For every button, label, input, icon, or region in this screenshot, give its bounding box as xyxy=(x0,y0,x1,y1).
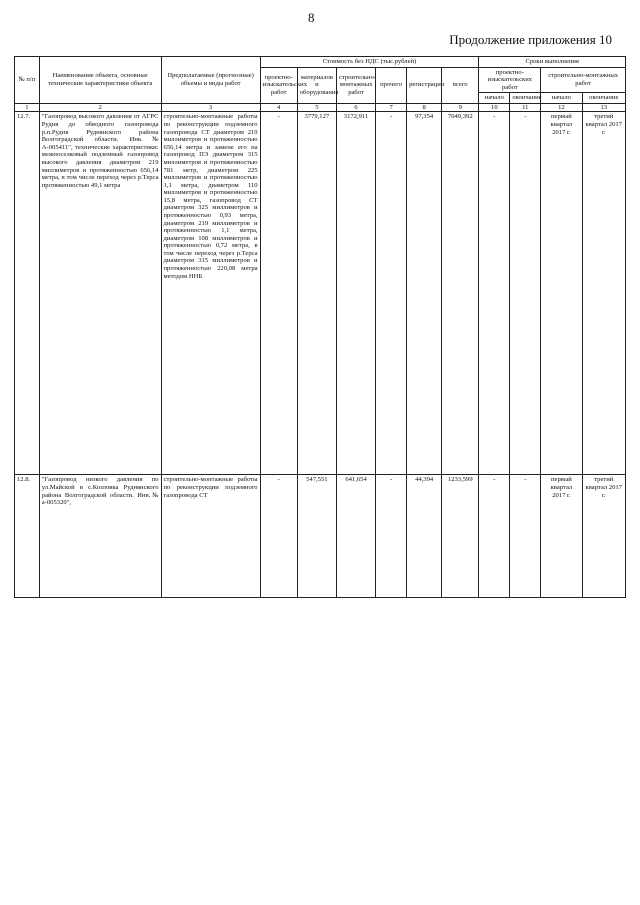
continuation-caption: Продолжение приложения 10 xyxy=(449,32,612,47)
object-name: "Газопровод высокого давления от АГРС Рудня до обводного газопровода р.п.Рудня Руднянского района Волгоградской области. Инв.№ А-005411", технические характеристики: межпоселковый подземный газопровод высокого давления диаметром 219 миллиметров и протяженностью 656,14 метра, в том числе переход через р.Терса протяженностью 49,1 метра xyxy=(39,112,161,475)
header-cost-survey: проектно-изыскательских работ xyxy=(260,67,297,103)
header-cost-total: всего xyxy=(442,67,479,103)
survey-start: - xyxy=(479,475,510,598)
header-cost-construction: строительно-монтажных работ xyxy=(336,67,375,103)
cost-construction: 3172,911 xyxy=(336,112,375,475)
col-number: 8 xyxy=(407,103,442,112)
header-cmr-start: начало xyxy=(541,93,582,104)
col-number: 6 xyxy=(336,103,375,112)
header-name: Наименование объекта, основные технические характеристики объекта xyxy=(39,57,161,104)
header-survey-start: начало xyxy=(479,93,510,104)
cost-survey: - xyxy=(260,112,297,475)
header-volumes: Предполагаемые (прогнозные) объемы и виды работ xyxy=(161,57,260,104)
col-number: 10 xyxy=(479,103,510,112)
cost-other: - xyxy=(376,475,407,598)
cmr-start: первый квартал 2017 г. xyxy=(541,112,582,475)
header-cost-group: Стоимость без НДС (тыс.рублей) xyxy=(260,57,479,68)
header-dates-survey: проектно-изыскательских работ xyxy=(479,67,541,93)
col-number: 4 xyxy=(260,103,297,112)
cost-total: 1233,599 xyxy=(442,475,479,598)
cmr-start: первый квартал 2017 г. xyxy=(541,475,582,598)
header-dates-group: Сроки выполнения xyxy=(479,57,626,68)
header-survey-end: окончание xyxy=(510,93,541,104)
col-number: 3 xyxy=(161,103,260,112)
table-row xyxy=(15,475,626,598)
col-number: 12 xyxy=(541,103,582,112)
work-description: строительно-монтажные работы по реконструкции подземного газопровода СТ xyxy=(161,475,260,598)
survey-end: - xyxy=(510,475,541,598)
appendix-table xyxy=(14,56,626,598)
object-name: "Газопровод низкого давления по ул.Майской в с.Козловка Руднянского района Волгоградской области. Инв.№ а-005320", xyxy=(39,475,161,598)
cost-registration: 97,354 xyxy=(407,112,442,475)
cost-registration: 44,394 xyxy=(407,475,442,598)
header-cost-other: прочего xyxy=(376,67,407,103)
cost-total: 7049,392 xyxy=(442,112,479,475)
cost-materials: 3779,127 xyxy=(297,112,336,475)
col-number: 1 xyxy=(15,103,40,112)
cost-construction: 641,654 xyxy=(336,475,375,598)
cmr-end: третий квартал 2017 г. xyxy=(582,112,625,475)
cost-other: - xyxy=(376,112,407,475)
col-number: 9 xyxy=(442,103,479,112)
column-numbers-row xyxy=(15,103,626,112)
survey-end: - xyxy=(510,112,541,475)
row-number: 12.7. xyxy=(15,112,40,475)
col-number: 13 xyxy=(582,103,625,112)
table-row xyxy=(15,112,626,475)
col-number: 2 xyxy=(39,103,161,112)
page-number: 8 xyxy=(308,10,315,25)
col-number: 5 xyxy=(297,103,336,112)
header-cost-materials: материалов и оборудования xyxy=(297,67,336,103)
cost-materials: 547,551 xyxy=(297,475,336,598)
col-number: 7 xyxy=(376,103,407,112)
cost-survey: - xyxy=(260,475,297,598)
row-number: 12.8. xyxy=(15,475,40,598)
col-number: 11 xyxy=(510,103,541,112)
header-cmr-end: окончание xyxy=(582,93,625,104)
header-dates-construction: строительно-монтажных работ xyxy=(541,67,626,93)
header-num: № п/п xyxy=(15,57,40,104)
cmr-end: третий квартал 2017 г. xyxy=(582,475,625,598)
survey-start: - xyxy=(479,112,510,475)
work-description: строительно-монтажные работы по реконструкции подземного газопровода СТ диаметром 219 миллиметров и протяженностью 656,14 метра и замене его на газопровод ПЭ диаметром 315 миллиметров и протяженностью 781 метр, диаметром 225 миллиметров и протяженностью 1,1 метра, диаметром 110 миллиметров и протяженностью 15,8 метра, газопровод СТ диаметром 325 миллиметров и протяженностью 0,93 метра, диаметром 219 миллиметров и протяженностью 1,1 метра, диаметром 108 миллиметров и протяженностью 0,72 метра, в том числе переход через р.Терса диаметром 315 миллиметров и протяженностью 220,08 метра методом ННБ xyxy=(161,112,260,475)
header-cost-registration: регистрации xyxy=(407,67,442,103)
